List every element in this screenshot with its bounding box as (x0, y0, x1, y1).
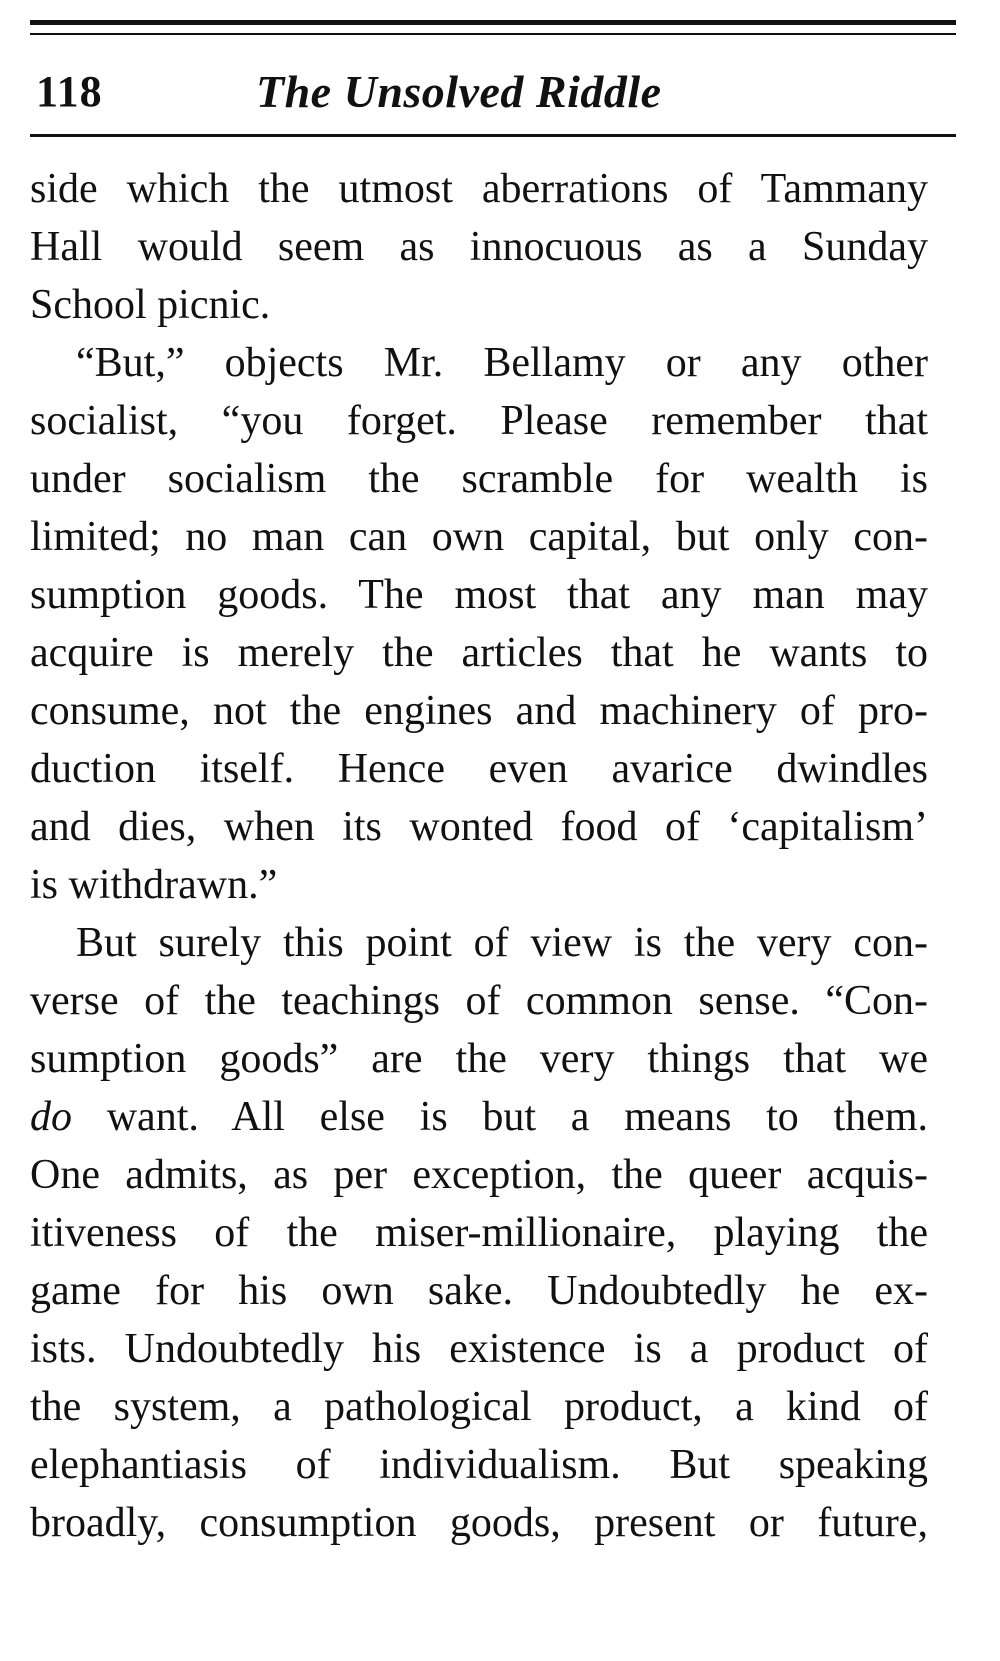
text-line: School picnic. (30, 282, 271, 328)
text-line: broadly, consumption goods, present or future, (30, 1500, 928, 1546)
text-line: under socialism the scramble for wealth is (30, 456, 928, 502)
emphasized-word: do (30, 1094, 72, 1140)
text-line-with-emphasis (30, 1088, 928, 1146)
text-line: “But,” objects Mr. Bellamy or any other (76, 340, 928, 386)
page-number: 118 (36, 67, 103, 116)
text-line: acquire is merely the articles that he wants to (30, 630, 928, 676)
text-line: But surely this point of view is the very con- (76, 920, 928, 966)
top-rule-thick (30, 20, 956, 25)
text-line: duction itself. Hence even avarice dwindles (30, 746, 928, 792)
text-line: socialist, “you forget. Please remember that (30, 398, 928, 444)
text-line: One admits, as per exception, the queer acquis- (30, 1152, 928, 1198)
text-line: ists. Undoubtedly his existence is a product of (30, 1326, 928, 1372)
header-rule (30, 134, 956, 137)
text-line: elephantiasis of individualism. But speaking (30, 1442, 928, 1488)
text-line: consume, not the engines and machinery of pro- (30, 688, 928, 734)
text-line: itiveness of the miser-millionaire, playing the (30, 1210, 928, 1256)
text-line: sumption goods” are the very things that we (30, 1036, 928, 1082)
text-line: Hall would seem as innocuous as a Sunday (30, 224, 928, 270)
text-line: game for his own sake. Undoubtedly he ex- (30, 1268, 928, 1314)
text-line: is withdrawn.” (30, 862, 278, 908)
text-line-rest: want. All else is but a means to them. (72, 1094, 928, 1140)
running-header (30, 62, 956, 122)
text-line: the system, a pathological product, a kind of (30, 1384, 928, 1430)
text-line: side which the utmost aberrations of Tammany (30, 166, 928, 212)
top-rule-thin (30, 33, 956, 35)
text-line: limited; no man can own capital, but only con- (30, 514, 928, 560)
text-line: verse of the teachings of common sense. “Con- (30, 978, 928, 1024)
text-line: and dies, when its wonted food of ‘capitalism’ (30, 804, 928, 850)
page-body (30, 160, 928, 1552)
text-line: sumption goods. The most that any man may (30, 572, 928, 618)
running-title: The Unsolved Riddle (256, 66, 662, 117)
